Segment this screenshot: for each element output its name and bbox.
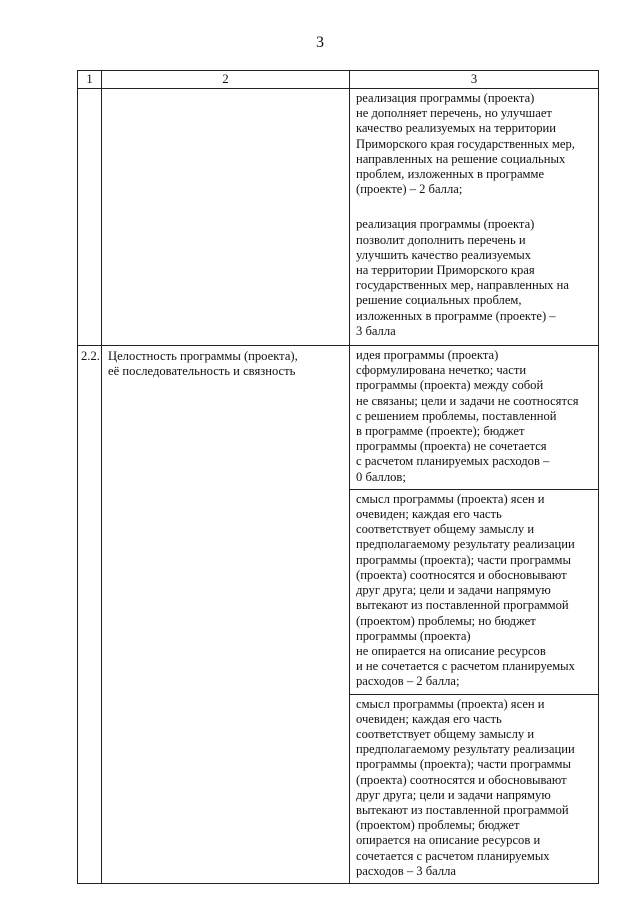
score-paragraph bbox=[350, 489, 598, 694]
score-text: реализация программы (проекта) не дополняет перечень, но улучшает качество реализуемых на территории Приморского края государственных мер, направленных на решение социальных проблем, изложенных в программе (проекте) – 2 балла; bbox=[356, 91, 575, 197]
column-header-1: 1 bbox=[78, 71, 102, 89]
score-paragraph bbox=[350, 346, 598, 489]
score-paragraph bbox=[350, 215, 598, 345]
score-text: идея программы (проекта) сформулирована нечетко; части программы (проекта) между собой не связаны; цели и задачи не соотносятся с решением проблемы, поставленной в программе (проекте); бюджет программы (проекта) не сочетается с расчетом планируемых расходов – 0 баллов; bbox=[356, 348, 579, 484]
criterion-cell bbox=[102, 89, 350, 346]
row-number bbox=[78, 89, 102, 346]
table-header-row bbox=[78, 71, 599, 89]
table-row bbox=[78, 346, 599, 884]
page-number: 3 bbox=[316, 34, 324, 51]
score-description-cell bbox=[350, 89, 599, 346]
score-text: реализация программы (проекта) позволит дополнить перечень и улучшить качество реализуемых на территории Приморского края государственных мер, направленных на решение социальных проблем, изложенных в программе (проекте) – 3 балла bbox=[356, 217, 569, 338]
criteria-table bbox=[77, 70, 599, 884]
score-paragraph bbox=[350, 89, 598, 201]
row-number: 2.2. bbox=[78, 346, 102, 884]
score-text: смысл программы (проекта) ясен и очевиден; каждая его часть соответствует общему замыслу и предполагаемому результату реализации программы (проекта); части программы (проекта) соотносятся и обосновывают друг друга; цели и задачи напрямую вытекают из поставленной программой (проектом) проблемы; но бюджет программы (проекта) не опирается на описание ресурсов и не сочетается с расчетом планируемых расходов – 2 балла; bbox=[356, 491, 575, 689]
criterion-cell: Целостность программы (проекта), её последовательность и связность bbox=[102, 346, 350, 884]
column-header-3: 3 bbox=[350, 71, 599, 89]
score-text: смысл программы (проекта) ясен и очевиден; каждая его часть соответствует общему замыслу и предполагаемому результату реализации программы (проекта); части программы (проекта) соотносятся и обосновывают друг друга; цели и задачи напрямую вытекают из поставленной программой (проектом) проблемы; бюджет опирается на описание ресурсов и сочетается с расчетом планируемых расходов – 3 балла bbox=[356, 696, 575, 878]
score-paragraph bbox=[350, 694, 598, 883]
table-row bbox=[78, 89, 599, 346]
score-description-cell bbox=[350, 346, 599, 884]
column-header-2: 2 bbox=[102, 71, 350, 89]
